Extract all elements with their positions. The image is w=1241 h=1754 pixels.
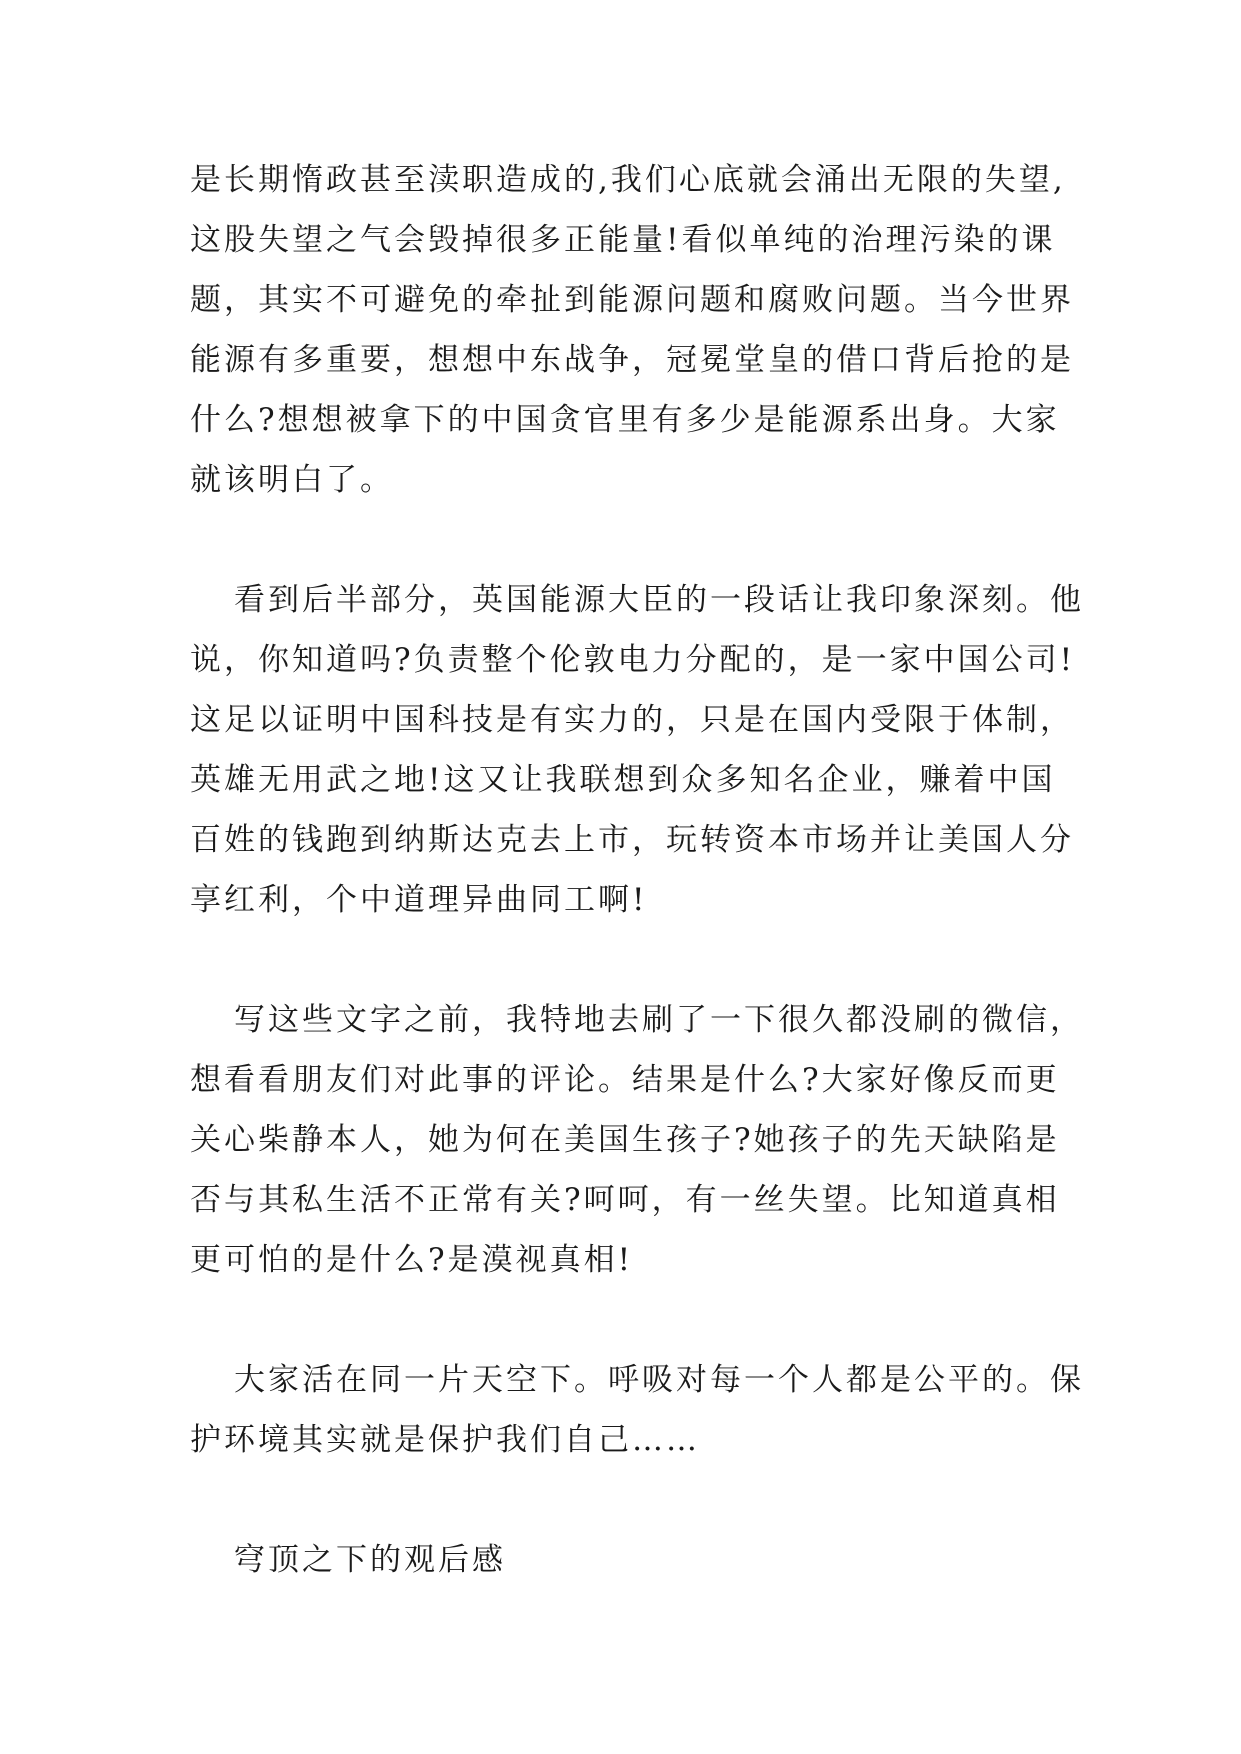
paragraph-1 [190,150,1074,510]
paragraph-spacer [190,1470,1070,1530]
paragraph-2 [190,570,1084,930]
paragraph-spacer [190,930,1070,990]
section-heading: 穹顶之下的观后感 [234,1542,506,1578]
paragraph-line: 看到后半部分，英国能源大臣的一段话让我印象深刻。他 [234,582,1084,618]
paragraph-line: 说，你知道吗?负责整个伦敦电力分配的，是一家中国公司! [190,642,1076,678]
paragraph-line: 写这些文字之前，我特地去刷了一下很久都没刷的微信， [234,1002,1084,1038]
document-body [190,150,1084,1590]
paragraph-spacer [190,1290,1070,1350]
paragraph-line: 享红利，个中道理异曲同工啊! [190,882,648,918]
paragraph-line: 是长期惰政甚至渎职造成的,我们心底就会涌出无限的失望, [190,162,1066,198]
paragraph-line: 这股失望之气会毁掉很多正能量!看似单纯的治理污染的课 [190,222,1056,258]
paragraph-line: 能源有多重要，想想中东战争，冠冕堂皇的借口背后抢的是 [190,342,1074,378]
paragraph-line: 就该明白了。 [190,462,394,498]
paragraph-line: 英雄无用武之地!这又让我联想到众多知名企业，赚着中国 [190,762,1056,798]
paragraph-spacer [190,510,1070,570]
paragraph-line: 百姓的钱跑到纳斯达克去上市，玩转资本市场并让美国人分 [190,822,1074,858]
paragraph-line: 关心柴静本人，她为何在美国生孩子?她孩子的先天缺陷是 [190,1122,1060,1158]
paragraph-line: 想看看朋友们对此事的评论。结果是什么?大家好像反而更 [190,1062,1060,1098]
paragraph-4 [190,1350,1084,1470]
paragraph-3 [190,990,1084,1290]
paragraph-line: 大家活在同一片天空下。呼吸对每一个人都是公平的。保 [234,1362,1084,1398]
paragraph-line: 题，其实不可避免的牵扯到能源问题和腐败问题。当今世界 [190,282,1074,318]
paragraph-line: 什么?想想被拿下的中国贪官里有多少是能源系出身。大家 [190,402,1060,438]
paragraph-line: 否与其私生活不正常有关?呵呵，有一丝失望。比知道真相 [190,1182,1060,1218]
paragraph-line: 护环境其实就是保护我们自己…… [190,1422,700,1458]
paragraph-line: 更可怕的是什么?是漠视真相! [190,1242,634,1278]
paragraph-line: 这足以证明中国科技是有实力的，只是在国内受限于体制， [190,702,1074,738]
